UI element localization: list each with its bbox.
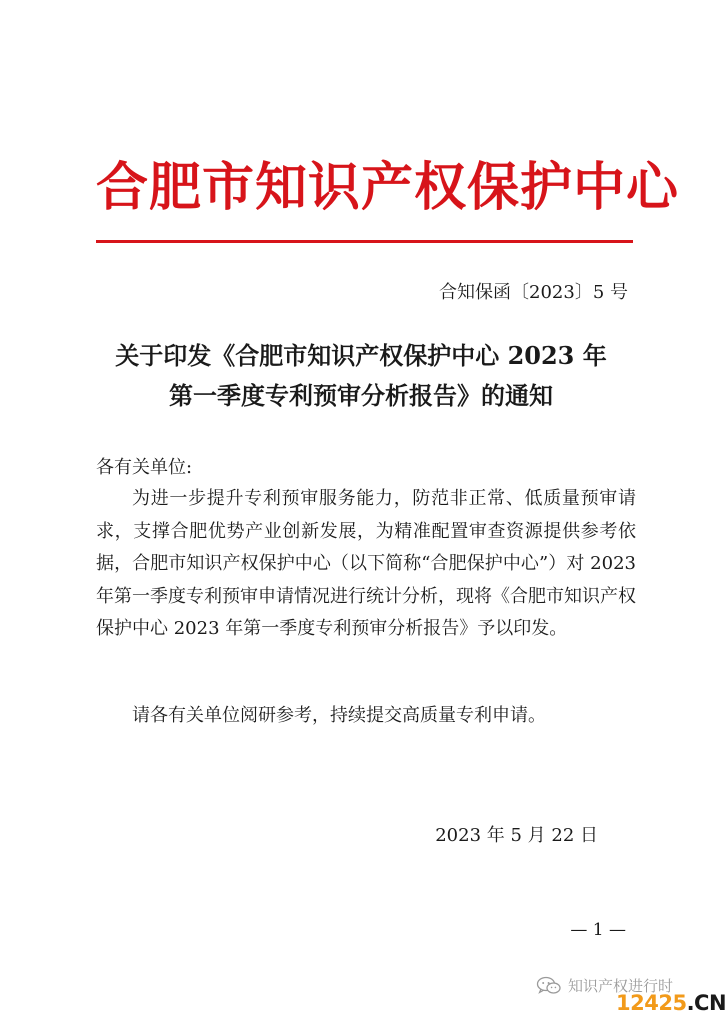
site-logo (616, 991, 726, 1015)
watermark-text: 知识产权进行时 (568, 977, 674, 995)
salutation: 各有关单位: (96, 457, 193, 478)
document-title-line-1: 关于印发《合肥市知识产权保护中心 2023 年 (115, 341, 607, 370)
page-number: — 1 — (570, 920, 626, 940)
body-paragraph-1: 为进一步提升专利预审服务能力，防范非正常、低质量预审请求，支撑合肥优势产业创新发展，为精准配置审查资源提供参考依据，合肥市知识产权保护中心（以下简称“合肥保护中心”）对 2023 年第一季度专利预审申请情况进行统计分析，现将《合肥市知识产权保护中心 2023 年第一季度专利预审分析报告》予以印发。 (96, 488, 636, 639)
document-number: 合知保函〔2023〕5 号 (439, 282, 628, 303)
issue-date: 2023 年 5 月 22 日 (435, 825, 598, 846)
site-logo-tld: .CN (686, 991, 726, 1015)
site-logo-digits: 12425 (616, 991, 687, 1015)
letterhead-red-rule (96, 240, 633, 243)
org-letterhead-title: 合肥市知识产权保护中心 (96, 157, 680, 218)
document-title-line-2: 第一季度专利预审分析报告》的通知 (169, 381, 553, 410)
body-paragraph-2: 请各有关单位阅研参考，持续提交高质量专利申请。 (132, 705, 546, 726)
document-title (92, 336, 630, 416)
wechat-icon (536, 976, 562, 996)
